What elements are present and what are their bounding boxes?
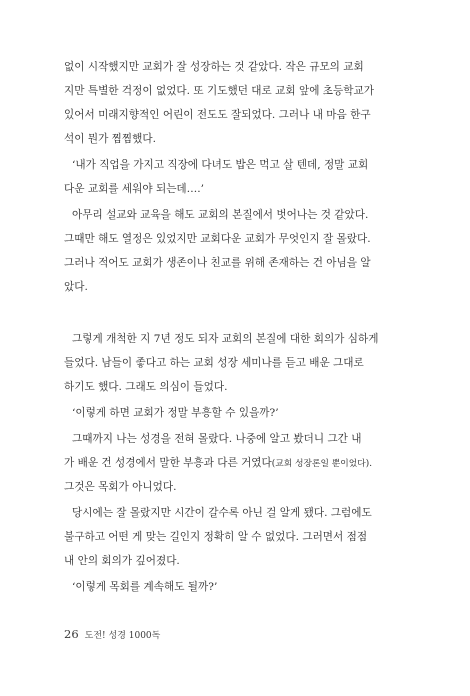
page-footer (64, 627, 160, 641)
text-line: 들었다. 남들이 좋다고 하는 교회 성장 세미나를 듣고 배운 그대로 (64, 357, 364, 369)
text-line: 다운 교회를 세워야 되는데….’ (64, 183, 204, 195)
text-line-main: 가 배운 건 성경에서 말한 부흥과 다른 거였다 (64, 457, 272, 469)
quote-line: ‘내가 직업을 가지고 직장에 다녀도 밥은 먹고 살 텐데, 정말 교회 (72, 159, 369, 171)
text-line: 그러나 적어도 교회가 생존이나 친교를 위해 존재하는 건 아님을 알 (64, 257, 371, 269)
quote-line: ‘이렇게 목회를 계속해도 될까?’ (72, 581, 218, 593)
text-line (64, 456, 400, 471)
page-number: 26 (64, 627, 79, 641)
text-line: 있어서 미래지향적인 어린이 전도도 잘되었다. 그러나 내 마음 한구 (64, 109, 371, 121)
book-title: 도전! 성경 1000독 (84, 631, 161, 641)
text-line: 아무리 설교와 교육을 해도 교회의 본질에서 벗어나는 것 같았다. (72, 209, 369, 221)
text-line: 그것은 목회가 아니었다. (64, 481, 177, 493)
text-line: 지만 특별한 걱정이 없었다. 또 기도했던 대로 교회 앞에 초등학교가 (64, 85, 374, 97)
text-line: 그렇게 개척한 지 7년 정도 되자 교회의 본질에 대한 회의가 심하게 (72, 333, 379, 345)
text-line: 석이 뭔가 찜찜했다. (64, 133, 156, 145)
text-line: 없이 시작했지만 교회가 잘 성장하는 것 같았다. 작은 규모의 교회 (64, 61, 364, 73)
text-line: 았다. (64, 281, 88, 293)
text-line: 그때까지 나는 성경을 전혀 몰랐다. 나중에 알고 봤더니 그간 내 (72, 433, 362, 445)
quote-line: ‘이렇게 하면 교회가 정말 부흥할 수 있을까?’ (72, 407, 279, 419)
text-line-note: (교회 성장론일 뿐이었다). (271, 459, 373, 469)
text-line: 불구하고 어떤 게 맞는 길인지 정확히 알 수 없었다. 그러면서 점점 (64, 531, 368, 543)
text-line: 하기도 했다. 그래도 의심이 들었다. (64, 381, 228, 393)
text-line: 그때만 해도 열정은 있었지만 교회다운 교회가 무엇인지 잘 몰랐다. (64, 233, 371, 245)
text-line: 당시에는 잘 몰랐지만 시간이 갈수록 아닌 걸 알게 됐다. 그럼에도 (72, 507, 372, 519)
text-line: 내 안의 회의가 깊어졌다. (64, 555, 180, 567)
